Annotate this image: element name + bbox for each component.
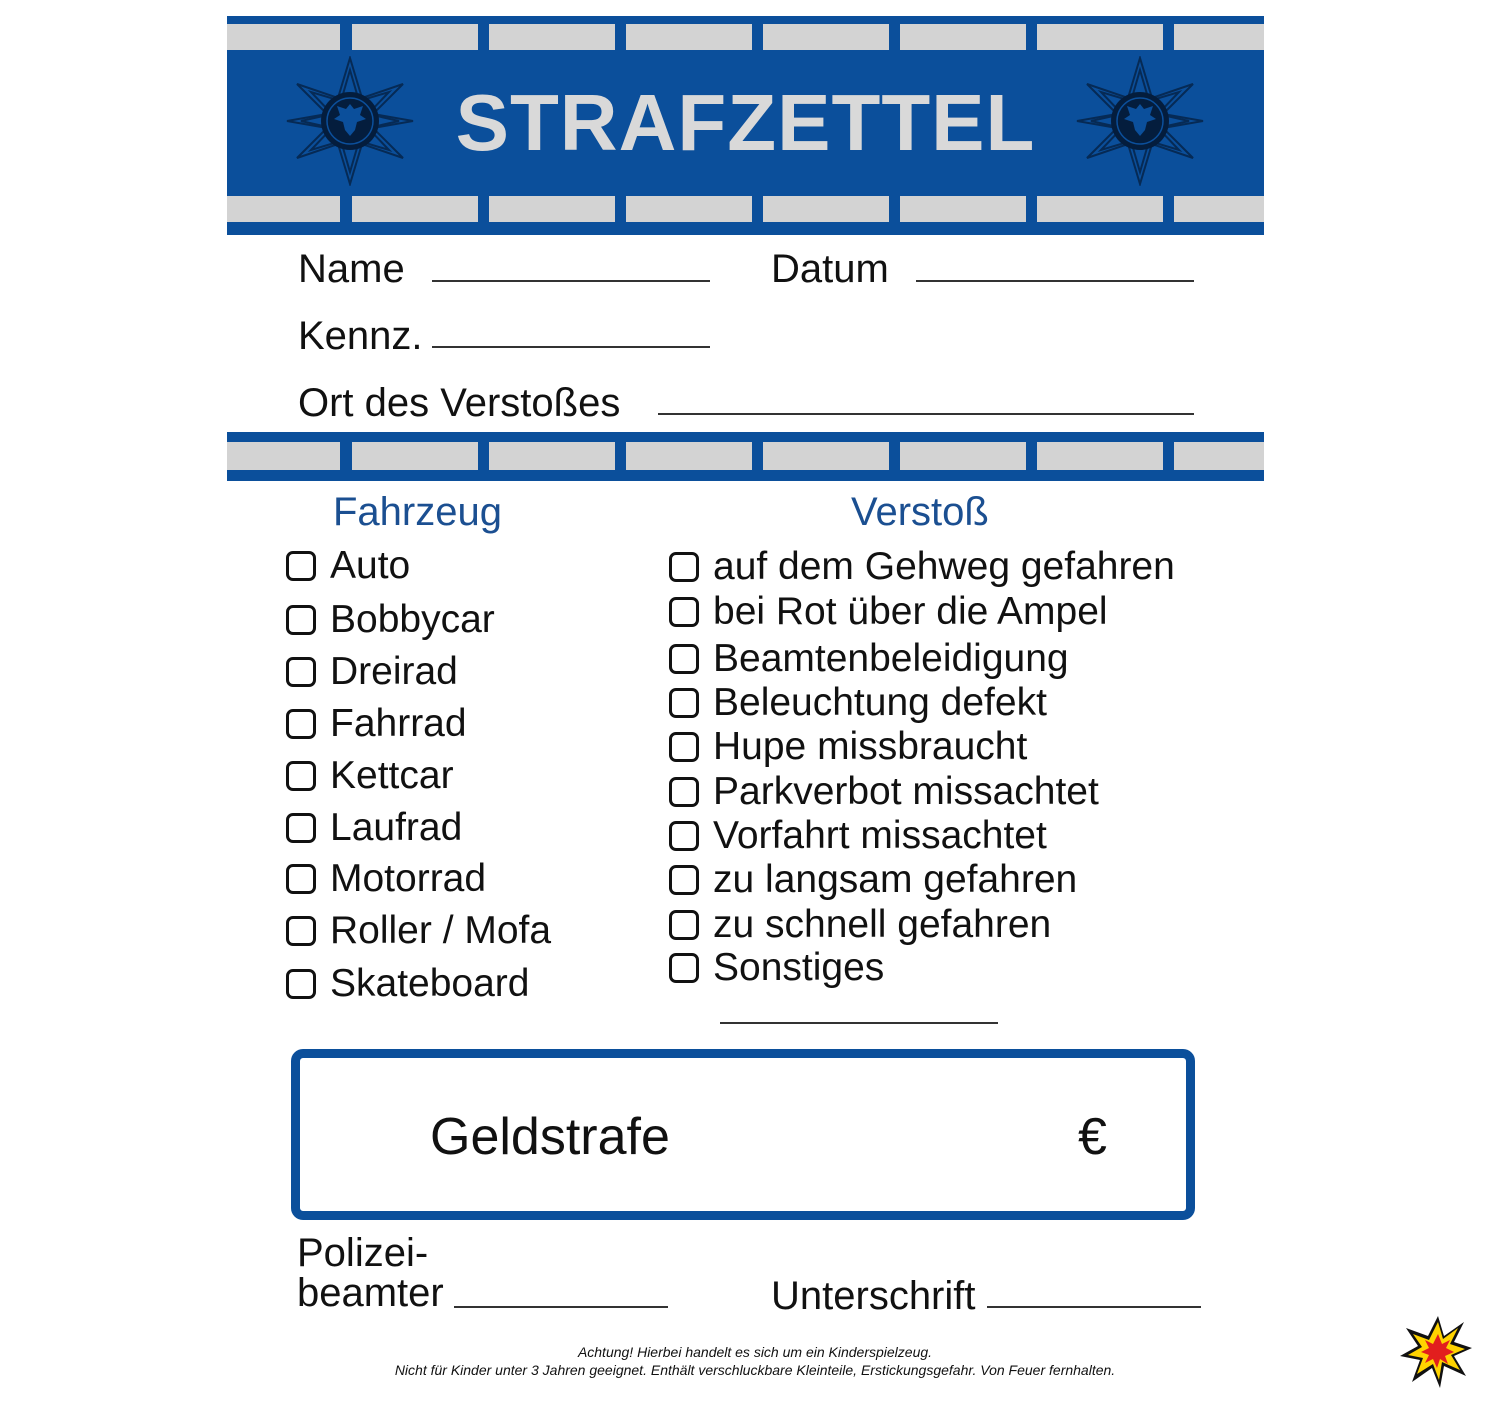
checkbox[interactable] <box>669 732 699 762</box>
divider-stripe <box>626 442 752 470</box>
vehicle-heading: Fahrzeug <box>333 490 502 534</box>
checkbox[interactable] <box>286 709 316 739</box>
signature-field[interactable] <box>987 1306 1201 1308</box>
option-label: Beamtenbeleidigung <box>713 637 1069 680</box>
checkbox[interactable] <box>669 865 699 895</box>
officer-field[interactable] <box>454 1306 668 1308</box>
checkbox[interactable] <box>286 916 316 946</box>
header-stripe <box>900 196 1026 222</box>
divider-stripe <box>900 442 1026 470</box>
date-field[interactable] <box>916 280 1194 282</box>
violation-option[interactable] <box>669 681 1047 725</box>
checkbox[interactable] <box>669 688 699 718</box>
divider-stripe <box>1037 442 1163 470</box>
violation-option[interactable] <box>669 903 1051 947</box>
checkbox[interactable] <box>286 761 316 791</box>
header-stripe <box>626 24 752 50</box>
divider-band <box>227 432 1264 481</box>
option-label: Beleuchtung defekt <box>713 681 1047 724</box>
option-label: Bobbycar <box>330 598 495 641</box>
vehicle-option[interactable] <box>286 857 486 901</box>
vehicle-option[interactable] <box>286 702 467 746</box>
option-label: Dreirad <box>330 650 458 693</box>
checkbox[interactable] <box>286 657 316 687</box>
divider-stripe <box>489 442 615 470</box>
option-label: Motorrad <box>330 857 487 900</box>
header-stripe <box>1174 196 1264 222</box>
option-label: Kettcar <box>330 754 454 797</box>
checkbox[interactable] <box>669 644 699 674</box>
option-label: auf dem Gehweg gefahren <box>713 545 1175 588</box>
other-violation-field[interactable] <box>720 1022 998 1024</box>
location-field[interactable] <box>658 413 1194 415</box>
fine-label: Geldstrafe <box>430 1108 670 1166</box>
divider-stripe <box>352 442 478 470</box>
checkbox[interactable] <box>286 969 316 999</box>
explosion-star-logo-icon <box>1398 1314 1474 1390</box>
option-label: Auto <box>330 544 411 587</box>
divider-stripe <box>227 442 340 470</box>
plate-label: Kennz. <box>298 314 423 358</box>
header-stripe <box>489 24 615 50</box>
checkbox[interactable] <box>669 552 699 582</box>
officer-label <box>297 1233 444 1313</box>
checkbox[interactable] <box>669 953 699 983</box>
header-stripe <box>626 196 752 222</box>
location-label: Ort des Verstoßes <box>298 381 621 425</box>
vehicle-option[interactable] <box>286 962 529 1006</box>
option-label: bei Rot über die Ampel <box>713 590 1108 633</box>
name-label: Name <box>298 247 405 291</box>
header-stripe <box>1037 24 1163 50</box>
option-label: Laufrad <box>330 806 463 849</box>
header-stripe <box>352 196 478 222</box>
checkbox[interactable] <box>669 821 699 851</box>
option-label: Roller / Mofa <box>330 909 552 952</box>
header-stripe <box>227 196 340 222</box>
option-label: Parkverbot missachtet <box>713 770 1099 813</box>
date-label: Datum <box>771 247 889 291</box>
checkbox[interactable] <box>669 597 699 627</box>
vehicle-option[interactable] <box>286 598 495 642</box>
violation-heading: Verstoß <box>851 490 989 534</box>
warning-note-line2: Nicht für Kinder unter 3 Jahren geeignet. Enthält verschluckbare Kleinteile, Erstickungsgefahr. Von Feuer fernhalten. <box>394 1362 1116 1378</box>
violation-option[interactable] <box>669 770 1099 814</box>
option-label: Vorfahrt missachtet <box>713 814 1047 857</box>
violation-option[interactable] <box>669 590 1108 634</box>
option-label: zu schnell gefahren <box>713 903 1052 946</box>
header-stripe <box>352 24 478 50</box>
header-stripe <box>227 24 340 50</box>
violation-option[interactable] <box>669 725 1027 769</box>
signature-label: Unterschrift <box>771 1274 976 1318</box>
option-label: Skateboard <box>330 962 530 1005</box>
vehicle-option[interactable] <box>286 754 454 798</box>
header-banner <box>227 16 1264 235</box>
violation-option[interactable] <box>669 858 1077 902</box>
plate-field[interactable] <box>432 346 710 348</box>
currency-symbol: € <box>1078 1108 1107 1166</box>
fine-amount-field[interactable] <box>700 1160 1060 1162</box>
header-stripe <box>763 196 889 222</box>
option-label: Sonstiges <box>713 946 885 989</box>
violation-option[interactable] <box>669 637 1069 681</box>
header-stripe <box>900 24 1026 50</box>
checkbox[interactable] <box>286 605 316 635</box>
vehicle-option[interactable] <box>286 544 410 588</box>
checkbox[interactable] <box>286 864 316 894</box>
header-stripe <box>763 24 889 50</box>
header-stripe <box>1174 24 1264 50</box>
divider-stripe <box>763 442 889 470</box>
warning-note-line1: Achtung! Hierbei handelt es sich um ein Kinderspielzeug. <box>577 1344 933 1360</box>
officer-label-line1: Polizei- <box>297 1231 429 1275</box>
divider-stripe <box>1174 442 1264 470</box>
checkbox[interactable] <box>286 551 316 581</box>
option-label: Hupe missbraucht <box>713 725 1028 768</box>
header-stripe <box>1037 196 1163 222</box>
police-star-eagle-icon <box>1075 56 1205 186</box>
checkbox[interactable] <box>286 813 316 843</box>
page-title: STRAFZETTEL <box>455 78 1036 167</box>
violation-option[interactable] <box>669 545 1175 589</box>
fine-box <box>291 1049 1195 1220</box>
officer-label-line2: beamter <box>297 1271 444 1315</box>
vehicle-option[interactable] <box>286 650 458 694</box>
name-field[interactable] <box>432 280 710 282</box>
checkbox[interactable] <box>669 777 699 807</box>
header-stripe <box>489 196 615 222</box>
vehicle-option[interactable] <box>286 909 551 953</box>
checkbox[interactable] <box>669 910 699 940</box>
violation-option[interactable] <box>669 946 884 990</box>
violation-option[interactable] <box>669 814 1047 858</box>
option-label: zu langsam gefahren <box>713 858 1078 901</box>
option-label: Fahrrad <box>330 702 467 745</box>
vehicle-option[interactable] <box>286 806 462 850</box>
